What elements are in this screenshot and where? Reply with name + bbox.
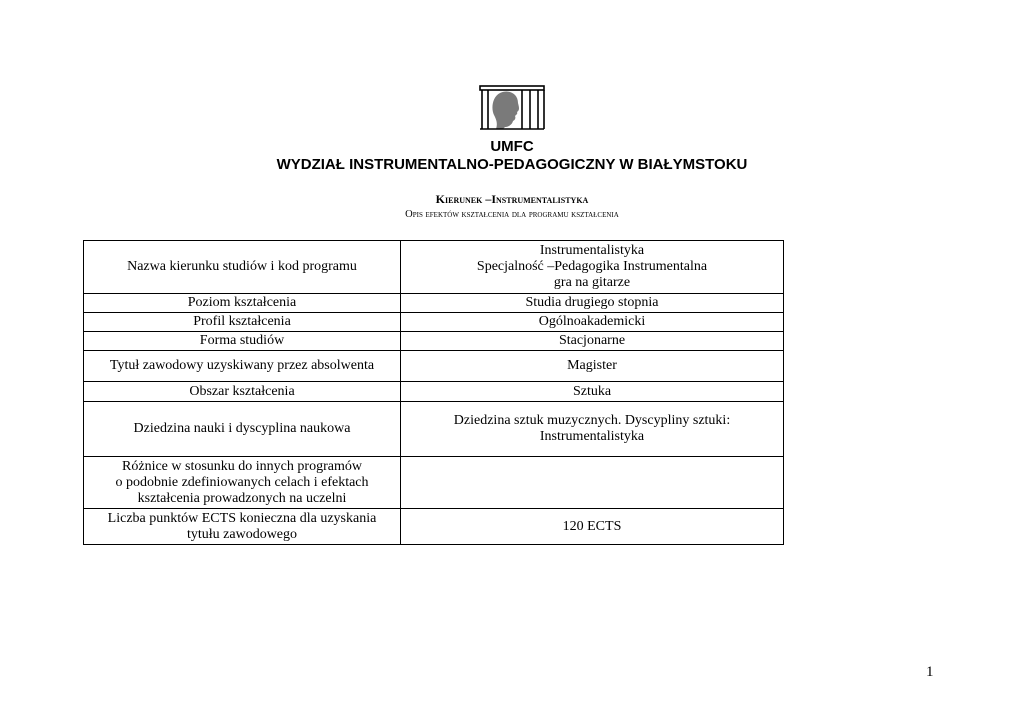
label-line: Nazwa kierunku studiów i kod programu (127, 259, 357, 274)
row-label-ects (84, 509, 401, 545)
institution-short-name: UMFC (490, 138, 534, 155)
row-label-study-form (84, 332, 401, 351)
row-value-degree-title (401, 351, 784, 382)
value-line: Instrumentalistyka (539, 429, 645, 444)
value-line: Ogólnoakademicki (538, 314, 646, 329)
row-label-level (84, 294, 401, 313)
table-row (84, 313, 784, 332)
row-label-profile (84, 313, 401, 332)
value-line: Specjalność –Pedagogika Instrumentalna (476, 259, 708, 274)
label-line: Dziedzina nauki i dyscyplina naukowa (133, 421, 351, 436)
row-value-study-form (401, 332, 784, 351)
value-line: Instrumentalistyka (539, 243, 645, 258)
table-row (84, 457, 784, 509)
row-label-area (84, 382, 401, 402)
row-label-programme-name (84, 241, 401, 294)
label-line: Obszar kształcenia (189, 383, 295, 399)
table-row (84, 382, 784, 402)
label-line: Forma studiów (199, 333, 285, 348)
label-line: Profil kształcenia (193, 314, 291, 329)
umfc-logo (478, 85, 546, 131)
row-value-area (401, 382, 784, 402)
document-subheading: Opis efektów kształcenia dla programu kształcenia (405, 209, 619, 220)
row-value-discipline (401, 402, 784, 457)
faculty-name: WYDZIAŁ INSTRUMENTALNO-PEDAGOGICZNY W BIAŁYMSTOKU (276, 156, 748, 173)
row-value-profile (401, 313, 784, 332)
table-row (84, 294, 784, 313)
value-line: Magister (567, 358, 617, 373)
document-heading: Kierunek –Instrumentalistyka (435, 192, 589, 206)
table-row (84, 402, 784, 457)
row-value-level (401, 294, 784, 313)
label-line: o podobnie zdefiniowanych celach i efektach (115, 474, 369, 490)
table-row (84, 509, 784, 545)
value-line: Sztuka (572, 383, 612, 399)
row-value-programme-name (401, 241, 784, 294)
row-value-ects (401, 509, 784, 545)
value-line: 120 ECTS (562, 518, 622, 534)
page-number: 1 (926, 664, 934, 680)
row-label-degree-title (84, 351, 401, 382)
table-row (84, 351, 784, 382)
row-label-discipline (84, 402, 401, 457)
label-line: Różnice w stosunku do innych programów (122, 458, 362, 474)
programme-table (83, 240, 784, 545)
label-line: Poziom kształcenia (187, 295, 297, 310)
label-line: kształcenia prowadzonych na uczelni (137, 490, 347, 506)
value-line: Stacjonarne (558, 333, 626, 348)
value-line: Dziedzina sztuk muzycznych. Dyscypliny sztuki: (453, 413, 731, 428)
row-label-differences (84, 457, 401, 509)
value-line: gra na gitarze (553, 275, 631, 290)
label-line: Tytuł zawodowy uzyskiwany przez absolwenta (109, 358, 375, 373)
label-line: Liczba punktów ECTS konieczna dla uzyskania (107, 510, 377, 526)
table-row (84, 241, 784, 294)
value-line: Studia drugiego stopnia (525, 295, 659, 310)
row-value-differences (401, 457, 784, 509)
label-line: tytułu zawodowego (186, 526, 298, 542)
table-row (84, 332, 784, 351)
